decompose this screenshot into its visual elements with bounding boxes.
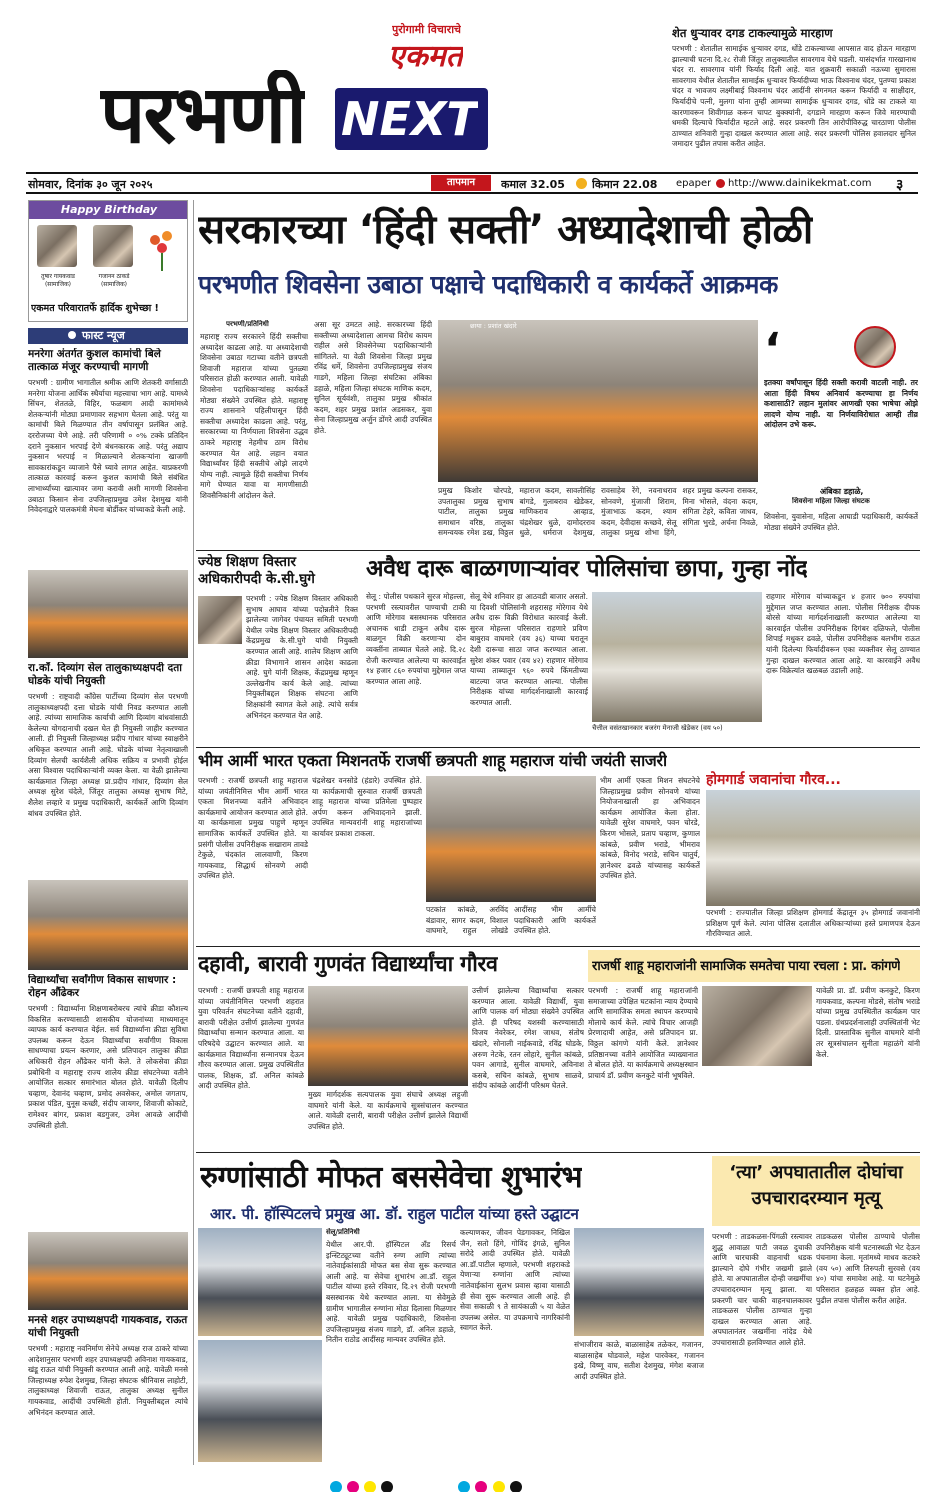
lead-photo <box>438 320 758 482</box>
bhim-headline: भीम आर्मी भारत एकता मिशनतर्फे राजर्षी छत्रपती शाहू महाराज यांची जयंती साजरी <box>198 751 667 770</box>
liquor-headline: अवैध दारू बाळगणाऱ्यांवर पोलिसांचा छापा, गुन्हा नोंद <box>366 556 808 582</box>
min-temp: किमान 22.08 <box>592 178 658 191</box>
shahu-headline-box <box>588 950 920 982</box>
bhim-body-2: चंद्रशेखर वनसोडे (हंडारे) उपस्थित होते. या कार्यक्रमाची सुरुवात राजर्षी छत्रपती शाहू महाराज यांच्या प्रतिमेला पुष्पहार अर्पण करून अभिवादनाने झाली. उपस्थित मान्यवरांनी शाहू महाराजांच्या कार्यावर प्रकाश टाकला. <box>312 776 422 838</box>
column-divider <box>193 200 194 1465</box>
quote-mark: ‘ <box>764 324 781 375</box>
lead-body-2: असा सूर उमटत आहे. सरकारच्या हिंदी सक्तीच्या अध्यादेशाला आमचा विरोध कायम राहील असे शिवसेनेच्या पदाधिकाऱ्यांनी सांगितले. या वेळी शिवसेना जिल्हा प्रमुख रविंद्र धर्मे, शिवसेना उपजिल्हाप्रमुख संजय गाडगे, महिला जिल्हा संघटिका अंबिका डहाळे, महिला जिल्हा संघटक माणिक कदम, सुनिल सूर्यवंशी, तालुका प्रमुख श्रीकांत कदम, शहर प्रमुख प्रशांत अडसकर, युवा सेना जिल्हाप्रमुख अर्जुन डोंगरे आदी उपस्थित होते. <box>314 320 432 435</box>
shahu-body-1: परभणी : राजर्षी शाहू महाराजांनी समाजाच्या उपेक्षित घटकांना न्याय देण्याचे आणि सामाजिक समता स्थापन करण्याचे मोलाचे कार्य केले. त्यांचे विचार आजही प्रेरणादायी आहेत, असे प्रतिपादन प्रा. विठ्ठल कांगणे यांनी केले. ज्ञानेश्वर प्रतिष्ठानच्या वतीने आयोजित व्याख्यानात ते बोलत होते. या कार्यक्रमाचे अध्यक्षस्थान प्राचार्य डॉ. प्रवीण कनकुटे यांनी भूषविले. <box>588 986 698 1080</box>
sun-icon <box>576 178 587 189</box>
liquor-body-2: सेलू येथे शनिवार हा आठवडी बाजार असतो. या दिवशी पोलिसांनी शहरासह मोरेगाव येथे अवैध दारू विक्री विरोधात कारवाई केली. सुरज मोहल्ला परिसरात राहणारे प्रविण बाबुराव वाघमारे (वय ३६) याच्या घरातून देशी दारूचा साठा जप्त करण्यात आला. सुरेश शंकर पवार (वय ४२) राहणार मोरेगाव याच्या ताब्यातून ९६० रुपये किंमतीच्या बाटल्या जप्त करण्यात आल्या. पोलीस निरीक्षक यांच्या मार्गदर्शनाखाली कारवाई करण्यात आली. <box>470 592 588 707</box>
quote-avatar <box>854 326 896 368</box>
fast-news-item <box>28 1314 188 1464</box>
registration-marks <box>330 1478 620 1492</box>
bhim-caption: पटकांत कांबळे, अरविंद बंडावार, सागर कदम, विशाल वाघमारे, राहुल लोखंडे आदींसह भीम आर्मीचे पदाधिकारी आणि कार्यकर्ते उपस्थित होते. <box>426 905 596 936</box>
brand-logo: एकमत <box>388 39 463 74</box>
bus-byline: सेलू/प्रतिनिधी <box>326 1228 360 1236</box>
lead-caption: प्रमुख किशोर चोरपडे, उपतालुका प्रमुख सुभाष पाटील, तालुका प्रमुख समाधान वरिष्ठ, तालुका समन्वयक रमेश डख, विठ्ठल महाराज कदम, सावलीसिंह बांगडे, गुलाबराव खेडेकर, माणिकराव आव्हाड, चंद्रशेखर धुळे, दामोदरराव धुळे, धर्मराज देशमुख, रावसाहेब रेंगे, नवनाथराव सोनवणे, मुंजाजी शिराम, मुंजाभाऊ कदम, श्याम कदम, देवीदास कच्छवे, सेलू तालुका प्रमुख शोभा हिंगे, शहर प्रमुख कल्पना रासकर, मिना भोसले, वंदना कदम, संगिता टेहरे, कविता जाधव, संगिता भुरडे, अर्चना निवळे, <box>438 486 758 538</box>
brand-tagline: पुरोगामी विचाराचे <box>392 23 462 36</box>
bus-photo-3 <box>574 1228 704 1336</box>
accident-headline: ‘त्या’ अपघातातील दोघांचा उपचारादरम्यान मृत्यू <box>729 1162 903 1209</box>
fast-news-body: परभणी : महाराष्ट्र नवनिर्माण सेनेचे अध्यक्ष राज ठाकरे यांच्या आदेशानुसार परभणी शहर उपाध्यक्षपदी अविनाश गायकवाड, खंडू राऊत यांची नियुक्ती करण्यात आली आहे. यावेळी मनसे जिल्हाध्यक्ष रुपेश देशमुख, जिल्हा संघटक श्रीनिवास लाहोटी, तालुकाध्यक्ष शिवाजी राऊत, तालुका अध्यक्ष सुनील गायकवाड, आदींची उपस्थिती होती. नियुक्तीबद्दल त्यांचे अभिनंदन करण्यात आले. <box>28 1344 188 1417</box>
temperature-label: तापमान <box>431 175 491 191</box>
jyeshth-body: परभणी : ज्येष्ठ शिक्षण विस्तार अधिकारी सुभाष आघाव यांच्या पदोन्नतीने रिक्त झालेल्या जागेवर पंचायत समिती परभणी येथील ज्येष्ठ शिक्षण विस्तार अधिकारीपदी केंद्रप्रमुख के.सी.घुगे यांची नियुक्ती करण्यात आली आहे. शालेय शिक्षण आणि क्रीडा विभागाने शासन आदेश काढला आहे. घुगे यांनी शिक्षक, केंद्रप्रमुख म्हणून उल्लेखनीय कार्य केले आहे. त्यांच्या नियुक्तीबद्दल शिक्षक संघटना आणि शिक्षकांनी स्वागत केले आहे. त्यांचे सर्वत्र अभिनंदन करण्यात येत आहे. <box>246 594 358 720</box>
liquor-body-1: सेलू : पोलीस पथकाने सुरज मोहल्ला, परभणी रस्त्यावरील पाण्याची टाकी आणि मोरेगाव बसस्थानक परिसरात अचानक धाडी टाकून अवैध दारू बाळगून विक्री करणाऱ्या दोन व्यक्तींना ताब्यात घेतले आहे. दि.२८ रोजी करण्यात आलेल्या या कारवाईत १४ हजार ८६० रुपयांचा मुद्देमाल जप्त करण्यात आला आहे. <box>366 592 466 686</box>
liquor-photo <box>592 592 762 722</box>
date-text: सोमवार, दिनांक ३० जून २०२५ <box>28 178 153 191</box>
quote-role: शिवसेना महिला जिल्हा संघटक <box>792 497 870 505</box>
fast-news-title-bar: फास्ट न्यूज <box>28 328 188 344</box>
accident-body-2: ताडकळस पोलीस ठाण्याचे पोलीस उपनिरीक्षक यांनी घटनास्थळी भेट देऊन पंचनामा केला. मृतांमध्ये माधव कटकरे (वय ५०) आणि तिरुपती सुरवसे (वय ४०) यांचा समावेश आहे. या घटनेमुळे परिसरात हळहळ व्यक्त होत आहे. पुढील तपास पोलीस करीत आहेत. <box>816 1232 920 1305</box>
birthday-photo-2 <box>93 225 133 267</box>
epaper-label: epaper <box>676 178 712 189</box>
quote-after: शिवसेना, युवासेना, महिला आघाडी पदाधिकारी, कार्यकर्ते मोठ्या संख्येने उपस्थित होते. <box>764 512 918 532</box>
top-news-headline: शेत धुऱ्यावर दगड टाकल्यामुळे मारहाण <box>672 26 833 40</box>
bus-caption: संभाजीराव काळे, बाळासाहेब तळेकर, गजानन, बाळासाहेब घोडवाले, महेश पारवेकर, गजानन इखे, विष्णू वाघ, सतीश देशमुख, मंगेश बजाज आदी उपस्थित होते. <box>574 1340 704 1381</box>
top-news-body: परभणी : शेतातील सामाईक धुऱ्यावर दगड, धोंडे टाकल्याच्या आपसात वाद होऊन मारहाण झाल्याची घटना दि.२८ रोजी जिंतूर तालुक्यातील सावरगाव येथे घडली. यासंदर्भात गारखानाथ चंदर रा. सावरगाव यांनी फिर्याद दिली आहे. यात शुक्रवारी सकाळी नऊच्या सुमारास सावरगाव येथील शेतातील सामाईक धुऱ्यावर फिर्यादीच्या भाऊ विश्वनाथ चंदर, पुतण्या प्रकाश चंदर व भावजय लक्ष्मीबाई विश्वनाथ चंदर आदींनी संगनमत करून फिर्यादी व साक्षीदार, फिर्यादीचे पत्नी, मुलगा यांना तुम्ही आमच्या सामाईक धुऱ्यावर दगड, धोंडे का टाकले या कारणावरून शिवीगाळ करून चापट बुक्क्यांनी, दगडाने मारहाण करून जिवे मारण्याची धमकी दिल्याचे फिर्यादीत म्हटले आहे. सदर प्रकरणी तिन आरोपीविरुद्ध चारठाणा पोलीस ठाण्यात शनिवारी गुन्हा दाखल करण्यात आला आहे. सदर प्रकरणी पोलिस हवालदार सुनिल जमादार पुढील तपास करीत आहेत. <box>672 44 916 149</box>
fast-news-headline: मनसे शहर उपाध्यक्षपदी गायकवाड, राऊत यांची नियुक्ती <box>28 1314 188 1339</box>
bullet-icon <box>68 331 76 339</box>
dahavi-caption: मुख्य मार्गदर्शक सत्यपालक युवा संघाचे अध्यक्ष लहुजी वाघमारे यांनी केले. या कार्यक्रमाचे सूत्रसंचालन करण्यात आले. यावेळी दत्तारी, बारावी परीक्षेत उत्तीर्ण झालेले विद्यार्थी उपस्थित होते. <box>308 1090 468 1131</box>
flower-icon <box>147 231 177 271</box>
shahu-headline: राजर्षी शाहू महाराजांनी सामाजिक समतेचा पाया रचला : प्रा. कांगणे <box>592 959 901 974</box>
jyeshth-headline: ज्येष्ठ शिक्षण विस्तार अधिकारीपदी के.सी.घुगे <box>198 554 315 587</box>
fast-news-body: परभणी : राष्ट्रवादी कॉंग्रेस पार्टीच्या दिव्यांग सेल परभणी तालुकाध्यक्षपदी दत्ता घोडके यांची निवड करण्यात आली आहे. त्यांच्या सामाजिक कार्याची आणि दिव्यांग बांधवांसाठी केलेल्या योगदानाची दखल घेत ही नियुक्ती जाहीर करण्यात आली. ही नियुक्ती जिल्हाध्यक्ष प्रदीप गांधार यांच्या स्वाक्षरीने अधिकृत करण्यात आली आहे. घोडके यांच्या नेतृत्वाखाली दिव्यांग सेलची कार्यशैली अधिक सक्रिय व प्रभावी होईल असा विश्वास पदाधिकाऱ्यांनी व्यक्त केला. या वेळी झालेल्या कार्यक्रमात जिल्हा अध्यक्ष प्रा.प्रदीप गांधार, दिव्यांग सेल अध्यक्ष सुरेश चंदेले, जिंतूर तालुका अध्यक्ष सुभाष मिटे, शैलेश लव्हारे व प्रमुख पदाधिकारी, कार्यकर्ते आणि दिव्यांग बांधव उपस्थित होते. <box>28 692 188 818</box>
birthday-person-2: गजानन ठाकडे (सामाजिक) <box>98 273 130 288</box>
section-divider <box>196 1152 920 1153</box>
bhim-body-1: परभणी : राजर्षी छत्रपती शाहू महाराज यांच्या जयंतीनिमित्त भीम आर्मी भारत एकता मिशनच्या वतीने अभिवादन कार्यक्रमाचे आयोजन करण्यात आले होते. या कार्यक्रमाला प्रमुख पाहुणे म्हणून सामाजिक कार्यकर्ते उपस्थित होते. या प्रसंगी पोलीस उपनिरीक्षक सखाराम तावडे टेकुळे, चंदकांत लालवाणी, किरण गायकवाड, सिद्धार्थ सोनवणे आदी उपस्थित होते. <box>198 776 308 881</box>
homeguard-caption: परभणी : राज्यातील जिल्हा प्रशिक्षण होमगार्ड केंद्रातून ३५ होमगार्ड जवानांनी प्रशिक्षण पूर्ण केले. त्यांना पोलिस दलातील अधिकाऱ्यांच्या हस्ते प्रमाणपत्र देऊन गौरविण्यात आले. <box>706 908 920 939</box>
fast-news-body: परभणी : विद्यार्थ्यांना शिक्षणाबरोबरच त्यांचे क्रीडा कौशल्य विकसित करण्यासाठी शासकीय योजनांच्या माध्यमातून व्यापक कार्य करण्यात येईल. सर्व विद्यार्थ्यांना क्रीडा सुविधा उपलब्ध करून देऊन विद्यार्थ्यांचा सर्वांगीण विकास साधण्याचा प्रयत्न करणार, असे प्रतिपादन तालुका क्रीडा अधिकारी रोहन औंढेकर यांनी केले. ते लोकसेवा क्रीडा प्रबोधिनी व महाराष्ट्र राज्य शालेय क्रीडा संघटनेच्या वतीने आयोजित सत्कार समारंभात बोलत होते. यावेळी दिलीप चव्हाण, देवानंद चव्हाण, प्रमोद अवसेकर, अमोल जगताप, प्रकाश पंडित, युनूस कच्छी, संदीप जायगर, शिवाजी कोकाटे, रामेश्वर बांगर, प्रकाश बडगुजर, उमेश आवळे आदींची उपस्थिती होती. <box>28 1004 188 1130</box>
birthday-person-1: तुषार गायकवाड (सामाजिक) <box>41 273 75 288</box>
jyeshth-story <box>198 554 358 744</box>
dahavi-photo <box>308 986 468 1086</box>
dahavi-headline: दहावी, बारावी गुणवंत विद्यार्थ्यांचा गौरव <box>198 952 498 977</box>
fast-news-item <box>28 662 188 877</box>
birthday-box <box>28 200 188 322</box>
bus-photo <box>198 1228 322 1336</box>
accident-body-1: परभणी : ताडकळस-पिंगळी रस्त्यावर शुद्ध आवाळा पाटी जवळ दुचाकी आणि चारचाकी वाहनाची धडक झाल्याने दोघे गंभीर जखमी झाले होते. या अपघातातील दोन्ही जखमींचा उपचारादरम्यान मृत्यू झाला. या प्रकरणी चार चाकी वाहनचालकावर ताडकळस पोलीस ठाण्यात गुन्हा दाखल करण्यात आला आहे. अपघातानंतर जखमींना नांदेड येथे उपचारासाठी हलविण्यात आले होते. <box>712 1232 812 1347</box>
fast-news-item <box>28 348 188 568</box>
lead-body-1: महाराष्ट्र राज्य सरकारने हिंदी सक्तीचा अध्यादेश काढला आहे. या अध्यादेशाची शिवसेना उबाठा गटाच्या वतीने छत्रपती शिवाजी महाराज यांच्या पुतळ्या परिसरात होळी करण्यात आली. यावेळी शिवसेना पदाधिकाऱ्यांसह कार्यकर्ते मोठ्या संख्येने उपस्थित होते. महाराष्ट्र राज्य शासनाने पहिलीपासून हिंदी सक्तीचा अध्यादेश काढला आहे. परंतु, सरकारच्या या निर्णयाला शिवसेना उद्धव ठाकरे महाराष्ट्र नेहमीच ठाम विरोध करण्यात येत आहे. लहान वयात विद्यार्थ्यांवर हिंदी सक्तीचे ओझे लादणे योग्य नाही. त्यामुळे हिंदी सक्तीचा निर्णय मागे घेण्यात यावा या मागणीसाठी शिवसैनिकांनी आंदोलन केले. <box>200 332 308 500</box>
section-divider <box>196 747 920 748</box>
section-divider <box>196 550 920 551</box>
fast-news-headline: मनरेगा अंतर्गत कुशल कामांची बिले तात्काळ मंजूर करण्याची मागणी <box>28 348 161 373</box>
liquor-caption: चैत्तील वसंतखानकार बजरंग मेनाजी खेडेकर (वय ५०) <box>592 724 723 732</box>
homeguard-photo <box>706 790 920 906</box>
top-news <box>672 26 916 168</box>
next-logo: NEXT <box>335 88 488 150</box>
quote-name: अंबिका डहाळे, <box>820 487 864 496</box>
fast-news-photo-1 <box>28 570 188 658</box>
fast-news-item <box>28 974 188 1224</box>
website-link[interactable]: http://www.dainikekmat.com <box>728 178 872 189</box>
birthday-photo-1 <box>37 225 77 267</box>
birthday-title-bar: Happy Birthday <box>29 201 188 219</box>
quote-text: इतक्या वर्षांपासून हिंदी सक्ती करावी वाटली नाही. तर आता हिंदी विषय अनिवार्य करण्याचा हा निर्णय कशासाठी? लहान मुलांवर आणखी एका भाषेचा ओझे लादणे योग्य नाही. या निर्णयाविरोधात आम्ही तीव्र आंदोलन उभे करू. <box>764 378 918 430</box>
lead-byline: परभणी/प्रतिनिधी <box>226 320 269 328</box>
bus-photo-2 <box>198 1340 322 1462</box>
lead-headline: सरकारच्या ‘हिंदी सक्ती’ अध्यादेशाची होळी <box>198 207 813 253</box>
bus-body-1: येथील आर.पी. हॉस्पिटल अँड रिसर्च इन्स्टिट्यूटच्या वतीने रुग्ण आणि त्यांच्या नातेवाईकांसाठी मोफत बस सेवा सुरू करण्यात आली आहे. या सेवेचा शुभारंभ आ.डॉ. राहुल पाटील यांच्या हस्ते रविवार, दि.२९ रोजी परभणी बसस्थानक येथे करण्यात आला. या सेवेमुळे ग्रामीण भागातील रुग्णांना मोठा दिलासा मिळणार आहे. यावेळी प्रमुख पदाधिकारी, शिवसेना उपजिल्हाप्रमुख संजय गाडगे, डॉ. अनिल डहाळे, नितीन राठोड आदींसह मान्यवर उपस्थित होते. <box>326 1240 456 1345</box>
city-title: परभणी <box>100 70 305 160</box>
fast-news-photo-3 <box>28 1232 188 1310</box>
page-number: ३ <box>896 177 904 193</box>
homeguard-label: होमगार्ड जवानांचा गौरव... <box>706 772 841 788</box>
shahu-photo <box>702 986 812 1066</box>
lead-subhead: परभणीत शिवसेना उबाठा पक्षाचे पदाधिकारी व कार्यकर्ते आक्रमक <box>198 270 779 299</box>
bhim-body-3: भीम आर्मी एकता मिशन संघटनेचे जिल्हाप्रमुख प्रवीण सोनवणे यांच्या नियोजनाखाली हा अभिवादन कार्यक्रम आयोजित केला होता. यावेळी सुरेश वाघमारे, पवन चोरडे, किरण भोसले, प्रताप चव्हाण, कुणाल कांबळे, प्रवीण भराडे, भीमराव कांबळे, विनोद भराडे, सचिन चातुर्य, ज्ञानेश्वर ढवळे यांच्यासह कार्यकर्ते उपस्थित होते. <box>600 776 700 881</box>
accident-headline-box <box>712 1156 920 1226</box>
dahavi-body-2: उत्तीर्ण झालेल्या विद्यार्थ्यांचा सत्कार करण्यात आला. यावेळी विद्यार्थी, युवा आणि पालक वर्ग मोठ्या संख्येने उपस्थित होते. ही परिषद यशस्वी करण्यासाठी विजय नेवरेकर, रमेश जाधव, संतोष खंदारे, सोनाली नाईकवाडे, रविंद्र घोडके, अरुण नेटके, रतन लोहारे, सुनील कांबळे, पवन आगाडे, सुनील वाघमारे, अविनाश कसबे, सचिन कांबळे, सुभाष साळवे, संदीप कांबळे आदींनी परिश्रम घेतले. <box>472 986 584 1091</box>
liquor-body-3: राहणार मोरेगाव यांच्याकडून ४ हजार ७०० रुपयांचा मुद्देमाल जप्त करण्यात आला. पोलीस निरीक्षक दीपक बोरसे यांच्या मार्गदर्शनाखाली करण्यात आलेल्या या कारवाईत पोलीस उपनिरीक्षक दिगंबर दळिफले, पोलीस शिपाई मधुकर ढवळे, पोलीस उपनिरीक्षक बलभीम राऊत यांनी दिलेल्या फिर्यादीवरून एका व्यक्तीवर सेलू ठाण्यात गुन्हा दाखल करण्यात आला आहे. या कारवाईने अवैध दारू विक्रेत्यांत खळबळ उडाली आहे. <box>766 592 920 676</box>
dateline-bar <box>26 172 918 194</box>
link-icon <box>716 179 725 188</box>
section-divider <box>196 946 920 947</box>
fast-news-body: परभणी : ग्रामीण भागातील श्रमीक आणि शेतकरी वर्गासाठी मनरेगा योजना आर्थिक स्थैर्याचा महत्त्वाचा भाग आहे. यामध्ये सिंचन, शेततळे, विहिर, फळबाग आदी कामांमध्ये शेतकऱ्यांनी मोठ्या प्रमाणावर सहभाग घेतला आहे. परंतु या कामांची बिले मिळण्यात तीन वर्षापासून प्रलंबित आहे. दररोजच्या येणे आहे. तरी परिणामी ० ०% टक्के प्रतिदिन दराने नुकसान भरपाई देणे बंधनकारक आहे. परंतु अद्याप नुकसान भरपाई न मिळाल्याने शेतकऱ्यांना खाजगी सावकारांकडून व्याजाने पैसे घ्यावे लागत आहेत. याप्रकरणी तात्काळ कारवाई करून कुशल कामांची बिले संबंधित लाभार्थ्यांच्या खात्यावर जमा करावी अशी मागणी शिवसेना उबाठा किसान सेना उपजिल्हाप्रमुख उमेश देशमुख यांनी निवेदनाद्वारे पालकमंत्री मेघना बोर्डीकर यांच्याकडे केली आहे. <box>28 378 188 515</box>
bus-subhead: आर. पी. हॉस्पिटलचे प्रमुख आ. डॉ. राहुल पाटील यांच्या हस्ते उद्घाटन <box>210 1205 579 1223</box>
dahavi-body-1: परभणी : राजर्षी छत्रपती शाहू महाराज यांच्या जयंतीनिमित्त परभणी शहरात युवा परिवर्तन संघटनेच्या वतीने दहावी, बारावी परीक्षेत उत्तीर्ण झालेल्या गुणवंत विद्यार्थ्यांचा सन्मान करण्यात आला. या परिषदेचे उद्घाटन करण्यात आले. या कार्यक्रमात विद्यार्थ्यांना सन्मानपत्र देऊन गौरव करण्यात आला. प्रमुख उपस्थितीत पालक, शिक्षक, डॉ. अनिल कांबळे आदी उपस्थित होते. <box>198 986 304 1091</box>
bus-body-2: कल्याणकर, जीवन पेडगावकर, निखिल जैन, सतो हिंगे, गोविंद इंगळे, सुनिल सरोदे आदी उपस्थित होते. यावेळी आ.डॉ.पाटील म्हणाले, परभणी शहराकडे येणाऱ्या रुग्णांना आणि त्यांच्या नातेवाईकांना सुलभ प्रवास व्हावा यासाठी ही सेवा सुरू करण्यात आली आहे. ही सेवा सकाळी ९ ते सायंकाळी ५ या वेळेत उपलब्ध असेल. या उपक्रमाचे नागरिकांनी स्वागत केले. <box>460 1228 570 1333</box>
fast-news-photo-2 <box>28 880 188 970</box>
birthday-wish: एकमत परिवारातर्फे हार्दिक शुभेच्छा ! <box>31 303 159 314</box>
fast-news-headline: विद्यार्थ्यांचा सर्वांगीण विकास साधणार : रोहन औंढेकर <box>28 974 177 999</box>
bhim-photo <box>426 776 596 902</box>
quote-box <box>762 320 920 548</box>
shahu-body-2: यावेळी प्रा. डॉ. प्रवीण कनकुटे, किरण गायकवाड, कल्पना मोडसे, संतोष भराडे यांच्या प्रमुख उपस्थितीत कार्यक्रम पार पडला. ग्रंथप्रदर्शनालाही उपस्थितांनी भेट दिली. प्रास्ताविक सुनील वाघमारे यांनी तर सूत्रसंचालन सुनीता महाळंगे यांनी केले. <box>816 986 920 1059</box>
masthead <box>0 0 670 165</box>
lead-photo-credit: छाया : प्रशांत खंदारे <box>470 322 517 330</box>
max-temp: कमाल 32.05 <box>501 178 565 191</box>
bus-headline: रुग्णांसाठी मोफत बससेवेचा शुभारंभ <box>200 1160 583 1195</box>
fast-news-headline: रा.काँ. दिव्यांग सेल तालुकाध्यक्षपदी दता घोडके यांची नियुक्ती <box>28 662 182 687</box>
